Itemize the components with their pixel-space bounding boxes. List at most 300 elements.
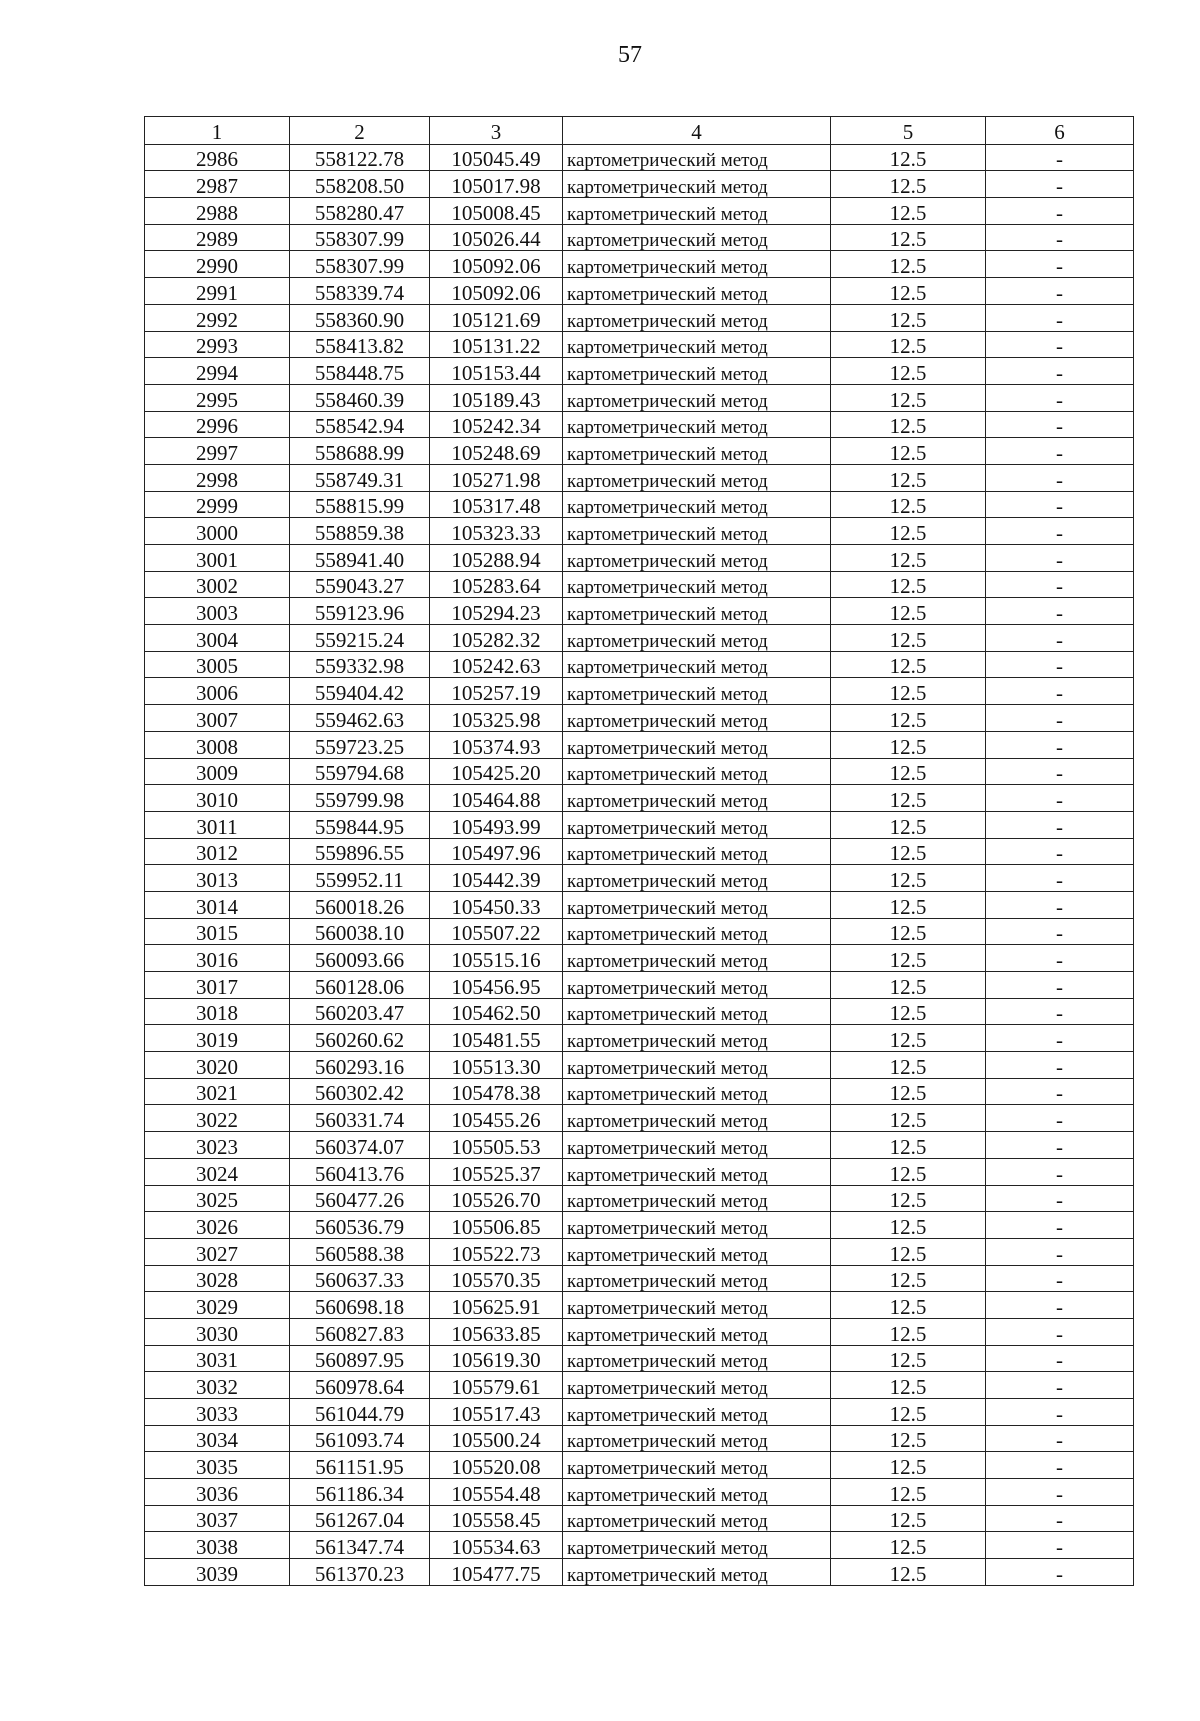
cell-method: картометрический метод bbox=[563, 1479, 831, 1506]
cell-y-coordinate: 105153.44 bbox=[430, 358, 563, 385]
cell-note: - bbox=[986, 144, 1134, 171]
cell-x-coordinate: 561267.04 bbox=[290, 1505, 430, 1532]
cell-x-coordinate: 561151.95 bbox=[290, 1452, 430, 1479]
cell-y-coordinate: 105525.37 bbox=[430, 1158, 563, 1185]
table-row bbox=[145, 1132, 1134, 1159]
table-row bbox=[145, 1532, 1134, 1559]
cell-x-coordinate: 560128.06 bbox=[290, 972, 430, 999]
cell-y-coordinate: 105554.48 bbox=[430, 1479, 563, 1506]
cell-accuracy: 12.5 bbox=[831, 464, 986, 491]
cell-y-coordinate: 105317.48 bbox=[430, 491, 563, 518]
cell-y-coordinate: 105425.20 bbox=[430, 758, 563, 785]
cell-point-number: 3014 bbox=[145, 891, 290, 918]
cell-x-coordinate: 561347.74 bbox=[290, 1532, 430, 1559]
cell-note: - bbox=[986, 1052, 1134, 1079]
cell-y-coordinate: 105248.69 bbox=[430, 438, 563, 465]
cell-point-number: 3031 bbox=[145, 1345, 290, 1372]
cell-point-number: 3015 bbox=[145, 918, 290, 945]
cell-method: картометрический метод bbox=[563, 251, 831, 278]
cell-method: картометрический метод bbox=[563, 304, 831, 331]
cell-point-number: 3023 bbox=[145, 1132, 290, 1159]
table-row bbox=[145, 838, 1134, 865]
cell-y-coordinate: 105625.91 bbox=[430, 1292, 563, 1319]
cell-x-coordinate: 560413.76 bbox=[290, 1158, 430, 1185]
cell-method: картометрический метод bbox=[563, 945, 831, 972]
table-row bbox=[145, 571, 1134, 598]
cell-point-number: 2988 bbox=[145, 198, 290, 225]
cell-note: - bbox=[986, 1372, 1134, 1399]
cell-x-coordinate: 559462.63 bbox=[290, 705, 430, 732]
cell-accuracy: 12.5 bbox=[831, 1532, 986, 1559]
cell-point-number: 3001 bbox=[145, 545, 290, 572]
cell-note: - bbox=[986, 1452, 1134, 1479]
cell-method: картометрический метод bbox=[563, 1532, 831, 1559]
cell-accuracy: 12.5 bbox=[831, 1559, 986, 1586]
table-row bbox=[145, 438, 1134, 465]
cell-accuracy: 12.5 bbox=[831, 891, 986, 918]
cell-point-number: 3008 bbox=[145, 731, 290, 758]
cell-point-number: 3027 bbox=[145, 1238, 290, 1265]
cell-x-coordinate: 559844.95 bbox=[290, 811, 430, 838]
coordinates-table bbox=[144, 116, 1134, 1586]
cell-y-coordinate: 105505.53 bbox=[430, 1132, 563, 1159]
cell-point-number: 2996 bbox=[145, 411, 290, 438]
cell-note: - bbox=[986, 1238, 1134, 1265]
cell-x-coordinate: 560536.79 bbox=[290, 1212, 430, 1239]
cell-accuracy: 12.5 bbox=[831, 411, 986, 438]
table-row bbox=[145, 785, 1134, 812]
table-row bbox=[145, 1452, 1134, 1479]
cell-point-number: 2998 bbox=[145, 464, 290, 491]
cell-method: картометрический метод bbox=[563, 1452, 831, 1479]
cell-method: картометрический метод bbox=[563, 1559, 831, 1586]
cell-point-number: 3012 bbox=[145, 838, 290, 865]
cell-method: картометрический метод bbox=[563, 1105, 831, 1132]
cell-y-coordinate: 105092.06 bbox=[430, 251, 563, 278]
cell-note: - bbox=[986, 1532, 1134, 1559]
cell-method: картометрический метод bbox=[563, 625, 831, 652]
cell-x-coordinate: 559799.98 bbox=[290, 785, 430, 812]
cell-method: картометрический метод bbox=[563, 331, 831, 358]
cell-note: - bbox=[986, 411, 1134, 438]
cell-note: - bbox=[986, 865, 1134, 892]
cell-point-number: 3019 bbox=[145, 1025, 290, 1052]
table-row bbox=[145, 411, 1134, 438]
cell-method: картометрический метод bbox=[563, 1212, 831, 1239]
cell-method: картометрический метод bbox=[563, 144, 831, 171]
cell-accuracy: 12.5 bbox=[831, 785, 986, 812]
cell-method: картометрический метод bbox=[563, 1318, 831, 1345]
cell-method: картометрический метод bbox=[563, 1132, 831, 1159]
table-row bbox=[145, 331, 1134, 358]
cell-accuracy: 12.5 bbox=[831, 998, 986, 1025]
cell-accuracy: 12.5 bbox=[831, 625, 986, 652]
cell-note: - bbox=[986, 1078, 1134, 1105]
cell-y-coordinate: 105189.43 bbox=[430, 384, 563, 411]
cell-method: картометрический метод bbox=[563, 998, 831, 1025]
table-row bbox=[145, 1185, 1134, 1212]
table-row bbox=[145, 1265, 1134, 1292]
cell-point-number: 3009 bbox=[145, 758, 290, 785]
cell-accuracy: 12.5 bbox=[831, 224, 986, 251]
cell-y-coordinate: 105522.73 bbox=[430, 1238, 563, 1265]
cell-note: - bbox=[986, 1265, 1134, 1292]
table-row bbox=[145, 144, 1134, 171]
cell-x-coordinate: 560018.26 bbox=[290, 891, 430, 918]
cell-accuracy: 12.5 bbox=[831, 1452, 986, 1479]
cell-x-coordinate: 558122.78 bbox=[290, 144, 430, 171]
cell-accuracy: 12.5 bbox=[831, 1052, 986, 1079]
cell-accuracy: 12.5 bbox=[831, 1132, 986, 1159]
cell-accuracy: 12.5 bbox=[831, 1399, 986, 1426]
cell-method: картометрический метод bbox=[563, 1238, 831, 1265]
cell-accuracy: 12.5 bbox=[831, 438, 986, 465]
cell-note: - bbox=[986, 304, 1134, 331]
table-row bbox=[145, 918, 1134, 945]
cell-y-coordinate: 105242.34 bbox=[430, 411, 563, 438]
cell-accuracy: 12.5 bbox=[831, 1425, 986, 1452]
cell-y-coordinate: 105131.22 bbox=[430, 331, 563, 358]
cell-x-coordinate: 560260.62 bbox=[290, 1025, 430, 1052]
cell-method: картометрический метод bbox=[563, 171, 831, 198]
cell-point-number: 3025 bbox=[145, 1185, 290, 1212]
cell-y-coordinate: 105534.63 bbox=[430, 1532, 563, 1559]
cell-note: - bbox=[986, 438, 1134, 465]
cell-method: картометрический метод bbox=[563, 1425, 831, 1452]
cell-x-coordinate: 558460.39 bbox=[290, 384, 430, 411]
cell-y-coordinate: 105374.93 bbox=[430, 731, 563, 758]
cell-method: картометрический метод bbox=[563, 838, 831, 865]
cell-y-coordinate: 105045.49 bbox=[430, 144, 563, 171]
cell-y-coordinate: 105579.61 bbox=[430, 1372, 563, 1399]
table-row bbox=[145, 384, 1134, 411]
cell-note: - bbox=[986, 1105, 1134, 1132]
cell-method: картометрический метод bbox=[563, 411, 831, 438]
cell-x-coordinate: 560302.42 bbox=[290, 1078, 430, 1105]
cell-method: картометрический метод bbox=[563, 811, 831, 838]
cell-x-coordinate: 559043.27 bbox=[290, 571, 430, 598]
cell-point-number: 3006 bbox=[145, 678, 290, 705]
cell-accuracy: 12.5 bbox=[831, 384, 986, 411]
table-row bbox=[145, 518, 1134, 545]
cell-y-coordinate: 105464.88 bbox=[430, 785, 563, 812]
cell-accuracy: 12.5 bbox=[831, 865, 986, 892]
cell-note: - bbox=[986, 1318, 1134, 1345]
cell-method: картометрический метод bbox=[563, 278, 831, 305]
cell-y-coordinate: 105507.22 bbox=[430, 918, 563, 945]
table-row bbox=[145, 1052, 1134, 1079]
table-row bbox=[145, 731, 1134, 758]
table-row bbox=[145, 491, 1134, 518]
cell-point-number: 3022 bbox=[145, 1105, 290, 1132]
cell-note: - bbox=[986, 705, 1134, 732]
table-row bbox=[145, 171, 1134, 198]
cell-note: - bbox=[986, 198, 1134, 225]
cell-accuracy: 12.5 bbox=[831, 1185, 986, 1212]
cell-x-coordinate: 559123.96 bbox=[290, 598, 430, 625]
cell-note: - bbox=[986, 891, 1134, 918]
cell-x-coordinate: 561093.74 bbox=[290, 1425, 430, 1452]
cell-point-number: 3011 bbox=[145, 811, 290, 838]
cell-note: - bbox=[986, 1025, 1134, 1052]
cell-accuracy: 12.5 bbox=[831, 1345, 986, 1372]
cell-accuracy: 12.5 bbox=[831, 838, 986, 865]
table-row bbox=[145, 251, 1134, 278]
cell-note: - bbox=[986, 945, 1134, 972]
cell-y-coordinate: 105570.35 bbox=[430, 1265, 563, 1292]
cell-x-coordinate: 558542.94 bbox=[290, 411, 430, 438]
cell-y-coordinate: 105481.55 bbox=[430, 1025, 563, 1052]
cell-x-coordinate: 560038.10 bbox=[290, 918, 430, 945]
cell-accuracy: 12.5 bbox=[831, 1292, 986, 1319]
cell-note: - bbox=[986, 1292, 1134, 1319]
cell-point-number: 3002 bbox=[145, 571, 290, 598]
cell-y-coordinate: 105497.96 bbox=[430, 838, 563, 865]
cell-accuracy: 12.5 bbox=[831, 678, 986, 705]
cell-note: - bbox=[986, 838, 1134, 865]
cell-accuracy: 12.5 bbox=[831, 1479, 986, 1506]
cell-y-coordinate: 105462.50 bbox=[430, 998, 563, 1025]
cell-accuracy: 12.5 bbox=[831, 171, 986, 198]
cell-note: - bbox=[986, 1212, 1134, 1239]
cell-x-coordinate: 558307.99 bbox=[290, 251, 430, 278]
cell-method: картометрический метод bbox=[563, 651, 831, 678]
cell-point-number: 3003 bbox=[145, 598, 290, 625]
table-row bbox=[145, 865, 1134, 892]
cell-point-number: 3018 bbox=[145, 998, 290, 1025]
cell-point-number: 2990 bbox=[145, 251, 290, 278]
cell-x-coordinate: 559404.42 bbox=[290, 678, 430, 705]
cell-x-coordinate: 560477.26 bbox=[290, 1185, 430, 1212]
table-row bbox=[145, 1292, 1134, 1319]
cell-note: - bbox=[986, 625, 1134, 652]
cell-x-coordinate: 561370.23 bbox=[290, 1559, 430, 1586]
cell-method: картометрический метод bbox=[563, 918, 831, 945]
cell-method: картометрический метод bbox=[563, 972, 831, 999]
table-row bbox=[145, 358, 1134, 385]
cell-method: картометрический метод bbox=[563, 1505, 831, 1532]
cell-method: картометрический метод bbox=[563, 198, 831, 225]
cell-point-number: 2995 bbox=[145, 384, 290, 411]
cell-point-number: 3004 bbox=[145, 625, 290, 652]
cell-accuracy: 12.5 bbox=[831, 571, 986, 598]
cell-x-coordinate: 558815.99 bbox=[290, 491, 430, 518]
cell-y-coordinate: 105478.38 bbox=[430, 1078, 563, 1105]
table-row bbox=[145, 1212, 1134, 1239]
cell-accuracy: 12.5 bbox=[831, 331, 986, 358]
cell-x-coordinate: 561044.79 bbox=[290, 1399, 430, 1426]
table-header-row bbox=[145, 117, 1134, 145]
cell-method: картометрический метод bbox=[563, 1052, 831, 1079]
cell-point-number: 2991 bbox=[145, 278, 290, 305]
column-header-5: 5 bbox=[831, 117, 986, 145]
cell-note: - bbox=[986, 1559, 1134, 1586]
cell-accuracy: 12.5 bbox=[831, 198, 986, 225]
cell-note: - bbox=[986, 491, 1134, 518]
table-row bbox=[145, 758, 1134, 785]
cell-method: картометрический метод bbox=[563, 1292, 831, 1319]
cell-y-coordinate: 105526.70 bbox=[430, 1185, 563, 1212]
cell-x-coordinate: 558307.99 bbox=[290, 224, 430, 251]
cell-accuracy: 12.5 bbox=[831, 278, 986, 305]
table-row bbox=[145, 1105, 1134, 1132]
cell-x-coordinate: 561186.34 bbox=[290, 1479, 430, 1506]
cell-x-coordinate: 558448.75 bbox=[290, 358, 430, 385]
cell-x-coordinate: 558688.99 bbox=[290, 438, 430, 465]
cell-accuracy: 12.5 bbox=[831, 1265, 986, 1292]
column-header-1: 1 bbox=[145, 117, 290, 145]
cell-note: - bbox=[986, 1425, 1134, 1452]
cell-x-coordinate: 560093.66 bbox=[290, 945, 430, 972]
cell-accuracy: 12.5 bbox=[831, 518, 986, 545]
cell-accuracy: 12.5 bbox=[831, 598, 986, 625]
cell-note: - bbox=[986, 545, 1134, 572]
cell-x-coordinate: 559332.98 bbox=[290, 651, 430, 678]
cell-method: картометрический метод bbox=[563, 678, 831, 705]
cell-y-coordinate: 105633.85 bbox=[430, 1318, 563, 1345]
cell-method: картометрический метод bbox=[563, 358, 831, 385]
cell-y-coordinate: 105242.63 bbox=[430, 651, 563, 678]
column-header-6: 6 bbox=[986, 117, 1134, 145]
table-row bbox=[145, 1078, 1134, 1105]
cell-note: - bbox=[986, 785, 1134, 812]
cell-y-coordinate: 105017.98 bbox=[430, 171, 563, 198]
table-row bbox=[145, 278, 1134, 305]
cell-point-number: 3026 bbox=[145, 1212, 290, 1239]
cell-point-number: 3016 bbox=[145, 945, 290, 972]
cell-point-number: 2994 bbox=[145, 358, 290, 385]
cell-note: - bbox=[986, 571, 1134, 598]
cell-x-coordinate: 559794.68 bbox=[290, 758, 430, 785]
cell-note: - bbox=[986, 811, 1134, 838]
table-row bbox=[145, 998, 1134, 1025]
cell-note: - bbox=[986, 918, 1134, 945]
cell-accuracy: 12.5 bbox=[831, 545, 986, 572]
cell-x-coordinate: 560698.18 bbox=[290, 1292, 430, 1319]
cell-method: картометрический метод bbox=[563, 491, 831, 518]
cell-x-coordinate: 560331.74 bbox=[290, 1105, 430, 1132]
cell-y-coordinate: 105282.32 bbox=[430, 625, 563, 652]
table-row bbox=[145, 625, 1134, 652]
table-row bbox=[145, 1318, 1134, 1345]
cell-note: - bbox=[986, 998, 1134, 1025]
cell-point-number: 3035 bbox=[145, 1452, 290, 1479]
cell-method: картометрический метод bbox=[563, 891, 831, 918]
cell-method: картометрический метод bbox=[563, 545, 831, 572]
cell-point-number: 3013 bbox=[145, 865, 290, 892]
cell-y-coordinate: 105121.69 bbox=[430, 304, 563, 331]
cell-x-coordinate: 558339.74 bbox=[290, 278, 430, 305]
cell-point-number: 3030 bbox=[145, 1318, 290, 1345]
cell-accuracy: 12.5 bbox=[831, 1318, 986, 1345]
cell-y-coordinate: 105500.24 bbox=[430, 1425, 563, 1452]
cell-note: - bbox=[986, 1132, 1134, 1159]
table-row bbox=[145, 1158, 1134, 1185]
cell-method: картометрический метод bbox=[563, 785, 831, 812]
table-row bbox=[145, 1505, 1134, 1532]
table-row bbox=[145, 1559, 1134, 1586]
table-row bbox=[145, 1425, 1134, 1452]
cell-point-number: 3028 bbox=[145, 1265, 290, 1292]
cell-x-coordinate: 558941.40 bbox=[290, 545, 430, 572]
cell-method: картометрический метод bbox=[563, 384, 831, 411]
cell-method: картометрический метод bbox=[563, 1078, 831, 1105]
cell-x-coordinate: 560637.33 bbox=[290, 1265, 430, 1292]
cell-point-number: 2986 bbox=[145, 144, 290, 171]
cell-y-coordinate: 105520.08 bbox=[430, 1452, 563, 1479]
cell-note: - bbox=[986, 224, 1134, 251]
cell-method: картометрический метод bbox=[563, 705, 831, 732]
column-header-3: 3 bbox=[430, 117, 563, 145]
cell-method: картометрический метод bbox=[563, 758, 831, 785]
cell-accuracy: 12.5 bbox=[831, 1372, 986, 1399]
cell-method: картометрический метод bbox=[563, 1025, 831, 1052]
table-row bbox=[145, 1025, 1134, 1052]
cell-y-coordinate: 105283.64 bbox=[430, 571, 563, 598]
cell-point-number: 3017 bbox=[145, 972, 290, 999]
cell-y-coordinate: 105619.30 bbox=[430, 1345, 563, 1372]
cell-point-number: 2989 bbox=[145, 224, 290, 251]
cell-accuracy: 12.5 bbox=[831, 758, 986, 785]
cell-method: картометрический метод bbox=[563, 1399, 831, 1426]
cell-y-coordinate: 105450.33 bbox=[430, 891, 563, 918]
cell-note: - bbox=[986, 972, 1134, 999]
cell-x-coordinate: 559896.55 bbox=[290, 838, 430, 865]
cell-x-coordinate: 558360.90 bbox=[290, 304, 430, 331]
cell-point-number: 2992 bbox=[145, 304, 290, 331]
cell-accuracy: 12.5 bbox=[831, 1105, 986, 1132]
cell-y-coordinate: 105323.33 bbox=[430, 518, 563, 545]
cell-x-coordinate: 560203.47 bbox=[290, 998, 430, 1025]
cell-y-coordinate: 105517.43 bbox=[430, 1399, 563, 1426]
cell-point-number: 3036 bbox=[145, 1479, 290, 1506]
cell-y-coordinate: 105515.16 bbox=[430, 945, 563, 972]
cell-accuracy: 12.5 bbox=[831, 918, 986, 945]
cell-point-number: 3034 bbox=[145, 1425, 290, 1452]
cell-method: картометрический метод bbox=[563, 598, 831, 625]
cell-y-coordinate: 105026.44 bbox=[430, 224, 563, 251]
cell-x-coordinate: 558749.31 bbox=[290, 464, 430, 491]
cell-point-number: 3029 bbox=[145, 1292, 290, 1319]
cell-accuracy: 12.5 bbox=[831, 358, 986, 385]
cell-x-coordinate: 560897.95 bbox=[290, 1345, 430, 1372]
cell-x-coordinate: 558859.38 bbox=[290, 518, 430, 545]
table-row bbox=[145, 224, 1134, 251]
cell-note: - bbox=[986, 331, 1134, 358]
cell-accuracy: 12.5 bbox=[831, 304, 986, 331]
cell-note: - bbox=[986, 518, 1134, 545]
cell-accuracy: 12.5 bbox=[831, 1238, 986, 1265]
cell-y-coordinate: 105288.94 bbox=[430, 545, 563, 572]
table-row bbox=[145, 1238, 1134, 1265]
table-row bbox=[145, 1479, 1134, 1506]
table-row bbox=[145, 705, 1134, 732]
table-row bbox=[145, 198, 1134, 225]
table-row bbox=[145, 651, 1134, 678]
cell-point-number: 3024 bbox=[145, 1158, 290, 1185]
cell-y-coordinate: 105325.98 bbox=[430, 705, 563, 732]
table-row bbox=[145, 545, 1134, 572]
table-row bbox=[145, 678, 1134, 705]
cell-method: картометрический метод bbox=[563, 1345, 831, 1372]
cell-note: - bbox=[986, 464, 1134, 491]
cell-method: картометрический метод bbox=[563, 1158, 831, 1185]
cell-note: - bbox=[986, 731, 1134, 758]
cell-x-coordinate: 558413.82 bbox=[290, 331, 430, 358]
cell-x-coordinate: 560588.38 bbox=[290, 1238, 430, 1265]
cell-x-coordinate: 560978.64 bbox=[290, 1372, 430, 1399]
cell-method: картометрический метод bbox=[563, 224, 831, 251]
